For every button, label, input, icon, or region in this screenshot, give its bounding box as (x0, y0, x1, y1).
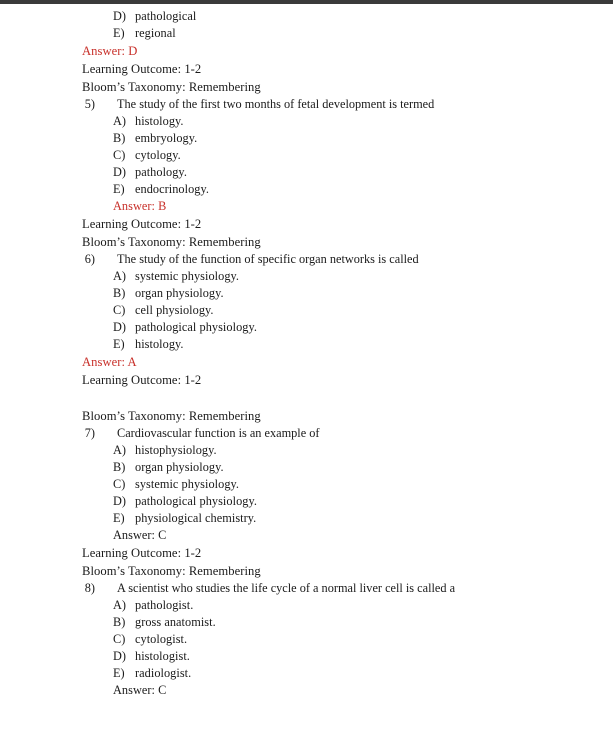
option-row (0, 113, 613, 130)
learning-outcome-line: Learning Outcome: 1-2 (82, 373, 202, 387)
question-stem-text: The study of the first two months of fetal development is termed (117, 97, 435, 111)
option-letter: D) (113, 649, 127, 663)
option-row (0, 302, 613, 319)
option-text: cell physiology. (135, 303, 214, 317)
option-letter: A) (113, 269, 127, 283)
learning-outcome-line: Learning Outcome: 1-2 (82, 62, 202, 76)
question-number: 8) (84, 581, 95, 595)
option-row (0, 442, 613, 459)
option-row (0, 181, 613, 198)
question-number: 5) (84, 97, 95, 111)
question-block-7 (0, 425, 613, 580)
option-letter: C) (113, 477, 126, 491)
option-row (0, 8, 613, 25)
option-text: physiological chemistry. (135, 511, 257, 525)
question-number: 6) (84, 252, 95, 266)
option-row (0, 476, 613, 493)
option-text: systemic physiology. (135, 477, 240, 491)
option-text: gross anatomist. (135, 615, 216, 629)
option-letter: B) (113, 131, 126, 145)
question-number: 7) (84, 426, 95, 440)
blooms-taxonomy-line: Bloom’s Taxonomy: Remembering (82, 409, 261, 423)
option-letter: D) (113, 320, 127, 334)
question-stem-text: A scientist who studies the life cycle of a normal liver cell is called a (117, 581, 456, 595)
option-text: histologist. (135, 649, 190, 663)
blooms-taxonomy-line: Bloom’s Taxonomy: Remembering (82, 80, 261, 94)
option-row (0, 147, 613, 164)
option-text: embryology. (135, 131, 198, 145)
option-letter: E) (113, 511, 125, 525)
option-row (0, 130, 613, 147)
question-stem-row (0, 425, 613, 442)
option-letter: B) (113, 286, 126, 300)
option-letter: C) (113, 148, 126, 162)
question-block-6 (0, 251, 613, 425)
option-row (0, 665, 613, 682)
option-text: regional (135, 26, 176, 40)
learning-outcome-line: Learning Outcome: 1-2 (82, 217, 202, 231)
question-stem-row (0, 251, 613, 268)
option-row (0, 268, 613, 285)
blooms-taxonomy-line: Bloom’s Taxonomy: Remembering (82, 564, 261, 578)
option-row (0, 631, 613, 648)
question-block-5 (0, 96, 613, 251)
option-letter: C) (113, 632, 126, 646)
question-stem-text: The study of the function of specific organ networks is called (117, 252, 419, 266)
option-row (0, 597, 613, 614)
option-text: organ physiology. (135, 286, 224, 300)
learning-outcome-line: Learning Outcome: 1-2 (82, 546, 202, 560)
option-text: cytology. (135, 148, 181, 162)
option-letter: C) (113, 303, 126, 317)
option-letter: A) (113, 598, 127, 612)
option-text: pathological (135, 9, 197, 23)
option-row (0, 614, 613, 631)
question-stem-text: Cardiovascular function is an example of (117, 426, 320, 440)
option-letter: D) (113, 9, 127, 23)
option-letter: B) (113, 615, 126, 629)
option-row (0, 493, 613, 510)
option-letter: E) (113, 666, 125, 680)
option-row (0, 648, 613, 665)
blooms-taxonomy-line: Bloom’s Taxonomy: Remembering (82, 235, 261, 249)
option-letter: B) (113, 460, 126, 474)
option-row (0, 164, 613, 181)
option-row (0, 25, 613, 42)
answer-line: Answer: C (113, 528, 167, 542)
answer-line: Answer: C (113, 683, 167, 697)
option-text: pathological physiology. (135, 494, 257, 508)
option-row (0, 459, 613, 476)
question-stem-row (0, 96, 613, 113)
option-letter: E) (113, 26, 125, 40)
option-row (0, 285, 613, 302)
answer-line: Answer: D (82, 44, 138, 58)
partial-question-block (0, 8, 613, 96)
question-stem-row (0, 580, 613, 597)
option-text: pathology. (135, 165, 187, 179)
option-text: cytologist. (135, 632, 188, 646)
option-row (0, 336, 613, 353)
option-text: pathological physiology. (135, 320, 257, 334)
option-text: endocrinology. (135, 182, 210, 196)
answer-line: Answer: B (113, 199, 167, 213)
option-text: organ physiology. (135, 460, 224, 474)
option-text: radiologist. (135, 666, 192, 680)
option-letter: A) (113, 443, 127, 457)
option-letter: D) (113, 165, 127, 179)
option-letter: E) (113, 182, 125, 196)
option-text: systemic physiology. (135, 269, 240, 283)
option-row (0, 510, 613, 527)
answer-line: Answer: A (82, 355, 137, 369)
question-block-8 (0, 580, 613, 699)
blank-line-spacer (0, 389, 613, 407)
option-text: pathologist. (135, 598, 194, 612)
option-text: histology. (135, 337, 184, 351)
option-row (0, 319, 613, 336)
document-page (0, 4, 613, 699)
option-letter: E) (113, 337, 125, 351)
option-letter: D) (113, 494, 127, 508)
option-letter: A) (113, 114, 127, 128)
option-text: histology. (135, 114, 184, 128)
option-text: histophysiology. (135, 443, 217, 457)
